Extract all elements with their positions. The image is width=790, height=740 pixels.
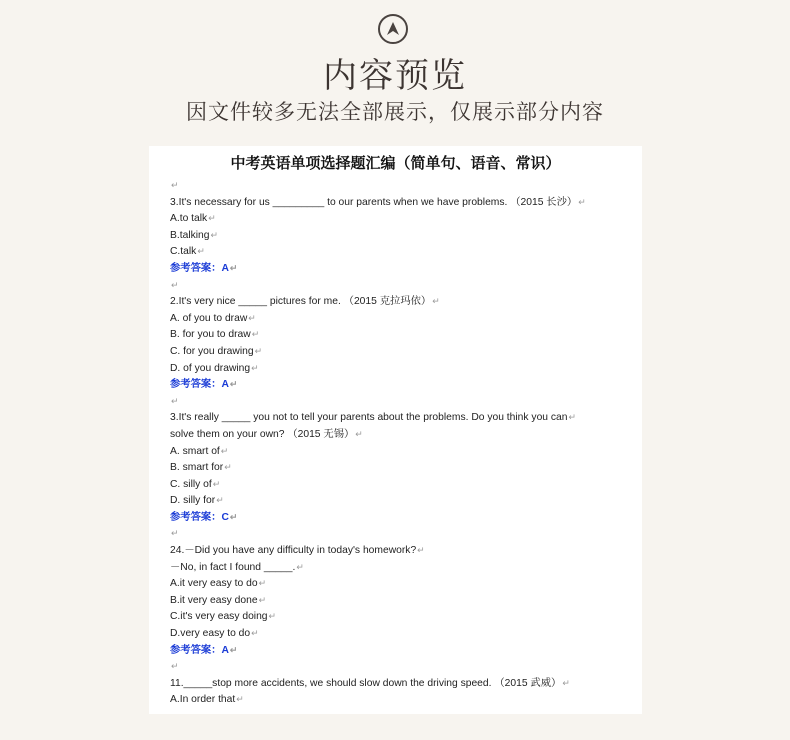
question-line [170,592,625,609]
paragraph-mark-icon: ↵ [210,229,219,240]
answer-line [170,509,625,526]
paragraph-mark-icon: ↵ [258,578,267,589]
question-line [170,575,625,592]
paragraph-mark-icon: ↵ [248,312,256,323]
line-text: A.In order that [170,694,236,706]
document-preview [149,146,642,714]
paragraph-mark-icon: ↵ [208,213,216,224]
question-line [170,426,625,443]
line-text: 24.－Did you have any difficulty in today's homework? [170,545,417,557]
paragraph-mark-icon: ↵ [197,246,205,257]
question-line [170,409,625,426]
answer-line [170,260,625,277]
paragraph-mark-icon: ↵ [212,478,221,489]
line-text: B. smart for [170,462,224,474]
question-line [170,691,625,708]
line-text: 11._____stop more accidents, we should slow down the driving speed. （2015 武威） [170,677,562,689]
paragraph-mark-icon: ↵ [220,445,229,456]
answer-line [170,642,625,659]
line-text: D. silly for [170,495,216,507]
paragraph-mark-icon: ↵ [578,196,586,207]
paragraph-mark-icon: ↵ [268,611,277,622]
paragraph-mark-icon: ↵ [417,545,425,556]
blank-line [170,277,625,294]
question-line [170,293,625,310]
line-text: A. smart of [170,445,220,457]
paragraph-mark-icon: ↵ [254,345,263,356]
paragraph-mark-icon: ↵ [251,329,260,340]
question-line [170,625,625,642]
line-text: C. silly of [170,478,212,490]
paragraph-mark-icon: ↵ [229,379,238,390]
document-title: 中考英语单项选择题汇编（简单句、语音、常识） [230,154,561,172]
paragraph-mark-icon: ↵ [296,561,304,572]
paragraph-mark-icon: ↵ [171,180,179,190]
line-text: A.to talk [170,213,208,225]
paragraph-mark-icon: ↵ [251,628,259,639]
question-line [170,326,625,343]
paragraph-mark-icon: ↵ [171,279,179,290]
line-text: 参考答案：A [170,262,229,274]
line-text: C. for you drawing [170,345,254,357]
line-text: D. of you drawing [170,362,251,374]
question-line [170,243,625,260]
line-text: 参考答案：A [170,644,229,656]
paragraph-mark-icon: ↵ [568,412,577,423]
answer-line [170,376,625,393]
page-subtitle: 因文件较多无法全部展示，仅展示部分内容 [186,100,604,124]
paragraph-mark-icon: ↵ [229,511,238,522]
question-line [170,459,625,476]
question-line [170,227,625,244]
question-line [170,476,625,493]
line-text: C.talk [170,246,197,258]
paragraph-mark-icon: ↵ [236,694,244,705]
blank-line [170,525,625,542]
question-line [170,310,625,327]
paragraph-mark-icon: ↵ [171,395,179,406]
question-line [170,542,625,559]
line-text: B.it very easy done [170,594,258,606]
paragraph-mark-icon: ↵ [258,594,267,605]
paragraph-mark-icon: ↵ [229,644,238,655]
question-line [170,675,625,692]
paragraph-mark-icon: ↵ [171,528,179,539]
line-text: 2.It's very nice _____ pictures for me. （2015 克拉玛依） [170,296,432,308]
line-text: A.it very easy to do [170,578,258,590]
page-title: 内容预览 [323,56,467,96]
line-text: 3.It's really _____ you not to tell your parents about the problems. Do you think you can [170,412,568,424]
question-line [170,343,625,360]
paragraph-mark-icon: ↵ [224,462,232,473]
line-text: solve them on your own? （2015 无锡） [170,428,355,440]
paragraph-mark-icon: ↵ [171,661,179,672]
paragraph-mark-icon: ↵ [562,677,570,688]
blank-line [170,177,625,194]
preview-header [0,0,790,146]
line-text: 3.It's necessary for us _________ to our parents when we have problems. （2015 长沙） [170,196,578,208]
paragraph-mark-icon: ↵ [216,495,224,506]
paragraph-mark-icon: ↵ [432,296,440,307]
line-text: －No, in fact I found _____. [170,561,296,573]
line-text: 参考答案：A [170,379,229,391]
line-text: B.talking [170,229,210,241]
document-lines [170,177,625,708]
question-line [170,210,625,227]
question-line [170,194,625,211]
question-line [170,559,625,576]
line-text: D.very easy to do [170,628,251,640]
line-text: 参考答案：C [170,511,229,523]
paragraph-mark-icon: ↵ [251,362,259,373]
blank-line [170,393,625,410]
question-line [170,492,625,509]
line-text: C.it's very easy doing [170,611,268,623]
blank-line [170,658,625,675]
question-line [170,608,625,625]
line-text: B. for you to draw [170,329,251,341]
question-line [170,360,625,377]
arrow-up-logo-icon [378,14,408,44]
line-text: A. of you to draw [170,312,248,324]
question-line [170,443,625,460]
paragraph-mark-icon: ↵ [355,428,363,439]
paragraph-mark-icon: ↵ [229,262,238,273]
